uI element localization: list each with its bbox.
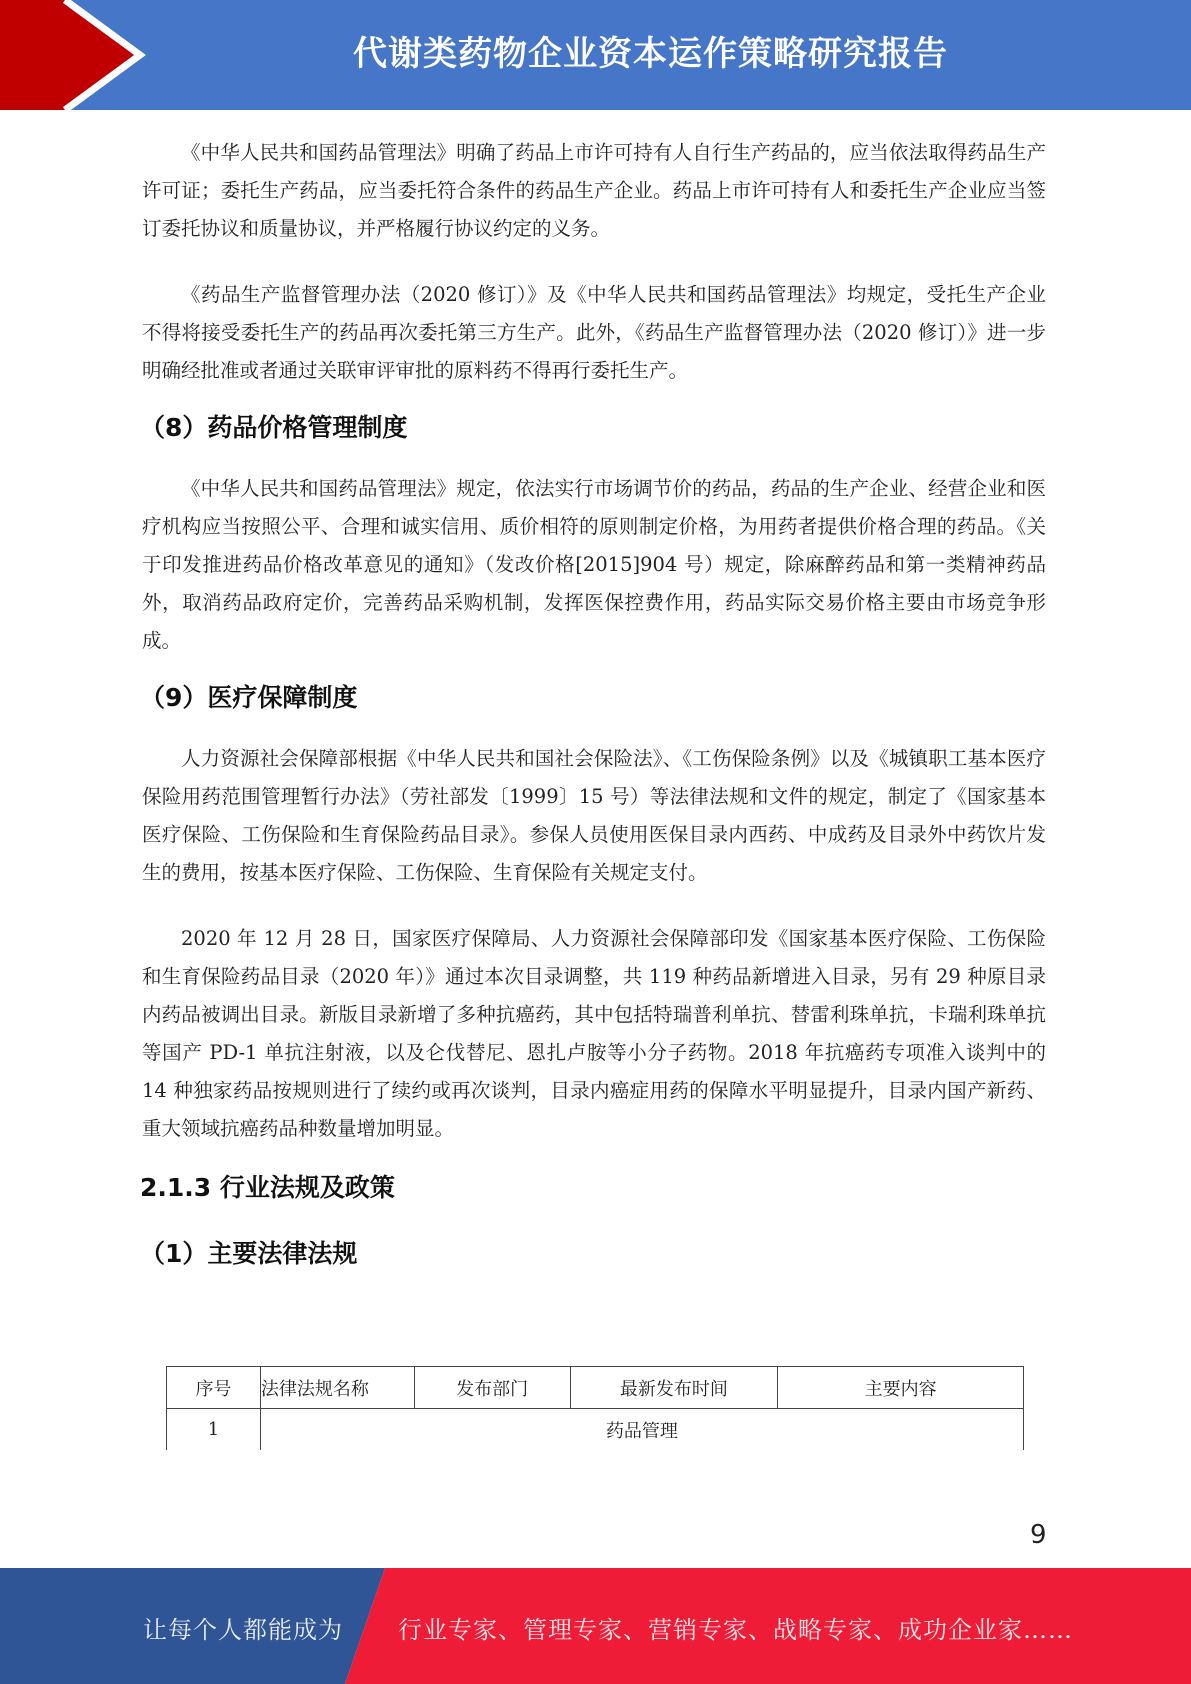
footer-slogan-left: 让每个人都能成为 (143, 1616, 343, 1644)
cell-group-label: 药品管理 (260, 1409, 1023, 1451)
cell-no: 1 (167, 1409, 261, 1451)
paragraph-2020-catalog-update: 2020 年 12 月 28 日，国家医疗保障局、人力资源社会保障部印发《国家基本医疗保险、工伤保险和生育保险药品目录（2020 年）》通过本次目录调整，共 119 种药品新增进入目录，另有 29 种原目录内药品被调出目录。新版目录新增了多种抗癌药，其中包括特瑞普利单抗、替雷利珠单抗，卡瑞利珠单抗等国产 PD-1 单抗注射液，以及仑伐替尼、恩扎卢胺等小分子药物。2018 年抗癌药专项准入谈判中的 14 种独家药品按规则进行了续约或再次谈判，目录内癌症用药的保障水平明显提升，目录内国产新药、重大领域抗癌药品种数量增加明显。 (142, 927, 1046, 1140)
document-body (142, 134, 1046, 1274)
heading-main-laws: （1）主要法律法规 (140, 1239, 358, 1268)
col-header-release-date: 最新发布时间 (570, 1367, 778, 1409)
laws-table (166, 1366, 1024, 1450)
page-footer (0, 1568, 1191, 1684)
table-row (167, 1409, 1024, 1451)
page-number: 9 (1030, 1520, 1047, 1550)
col-header-main-content: 主要内容 (778, 1367, 1024, 1409)
page-header (0, 0, 1191, 110)
col-header-no: 序号 (167, 1367, 261, 1409)
report-title: 代谢类药物企业资本运作策略研究报告 (353, 34, 948, 74)
footer-slogan-right: 行业专家、管理专家、营销专家、战略专家、成功企业家…… (398, 1616, 1073, 1644)
paragraph-entrusted-production: 《中华人民共和国药品管理法》明确了药品上市许可持有人自行生产药品的，应当依法取得药品生产许可证；委托生产药品，应当委托符合条件的药品生产企业。药品上市许可持有人和委托生产企业应当签订委托协议和质量协议，并严格履行协议约定的义务。 (142, 141, 1046, 240)
heading-drug-price-management: （8）药品价格管理制度 (140, 413, 408, 442)
heading-industry-regulations: 2.1.3 行业法规及政策 (140, 1173, 395, 1202)
paragraph-production-supervision: 《药品生产监督管理办法（2020 修订）》及《中华人民共和国药品管理法》均规定，受托生产企业不得将接受委托生产的药品再次委托第三方生产。此外，《药品生产监督管理办法（2020 修订）》进一步明确经批准或者通过关联审评审批的原料药不得再行委托生产。 (142, 283, 1046, 382)
paragraph-drug-pricing: 《中华人民共和国药品管理法》规定，依法实行市场调节价的药品，药品的生产企业、经营企业和医疗机构应当按照公平、合理和诚实信用、质价相符的原则制定价格，为用药者提供价格合理的药品。《关于印发推进药品价格改革意见的通知》（发改价格[2015]904 号）规定，除麻醉药品和第一类精神药品外，取消药品政府定价，完善药品采购机制，发挥医保控费作用，药品实际交易价格主要由市场竞争形成。 (142, 477, 1046, 652)
heading-medical-security: （9）医疗保障制度 (140, 683, 358, 712)
col-header-law-name: 法律法规名称 (260, 1367, 414, 1409)
col-header-department: 发布部门 (414, 1367, 570, 1409)
paragraph-insurance-catalog: 人力资源社会保障部根据《中华人民共和国社会保险法》、《工伤保险条例》以及《城镇职工基本医疗保险用药范围管理暂行办法》（劳社部发〔1999〕15 号）等法律法规和文件的规定，制定了《国家基本医疗保险、工伤保险和生育保险药品目录》。参保人员使用医保目录内西药、中成药及目录外中药饮片发生的费用，按基本医疗保险、工伤保险、生育保险有关规定支付。 (142, 747, 1046, 884)
table-header-row (167, 1367, 1024, 1409)
